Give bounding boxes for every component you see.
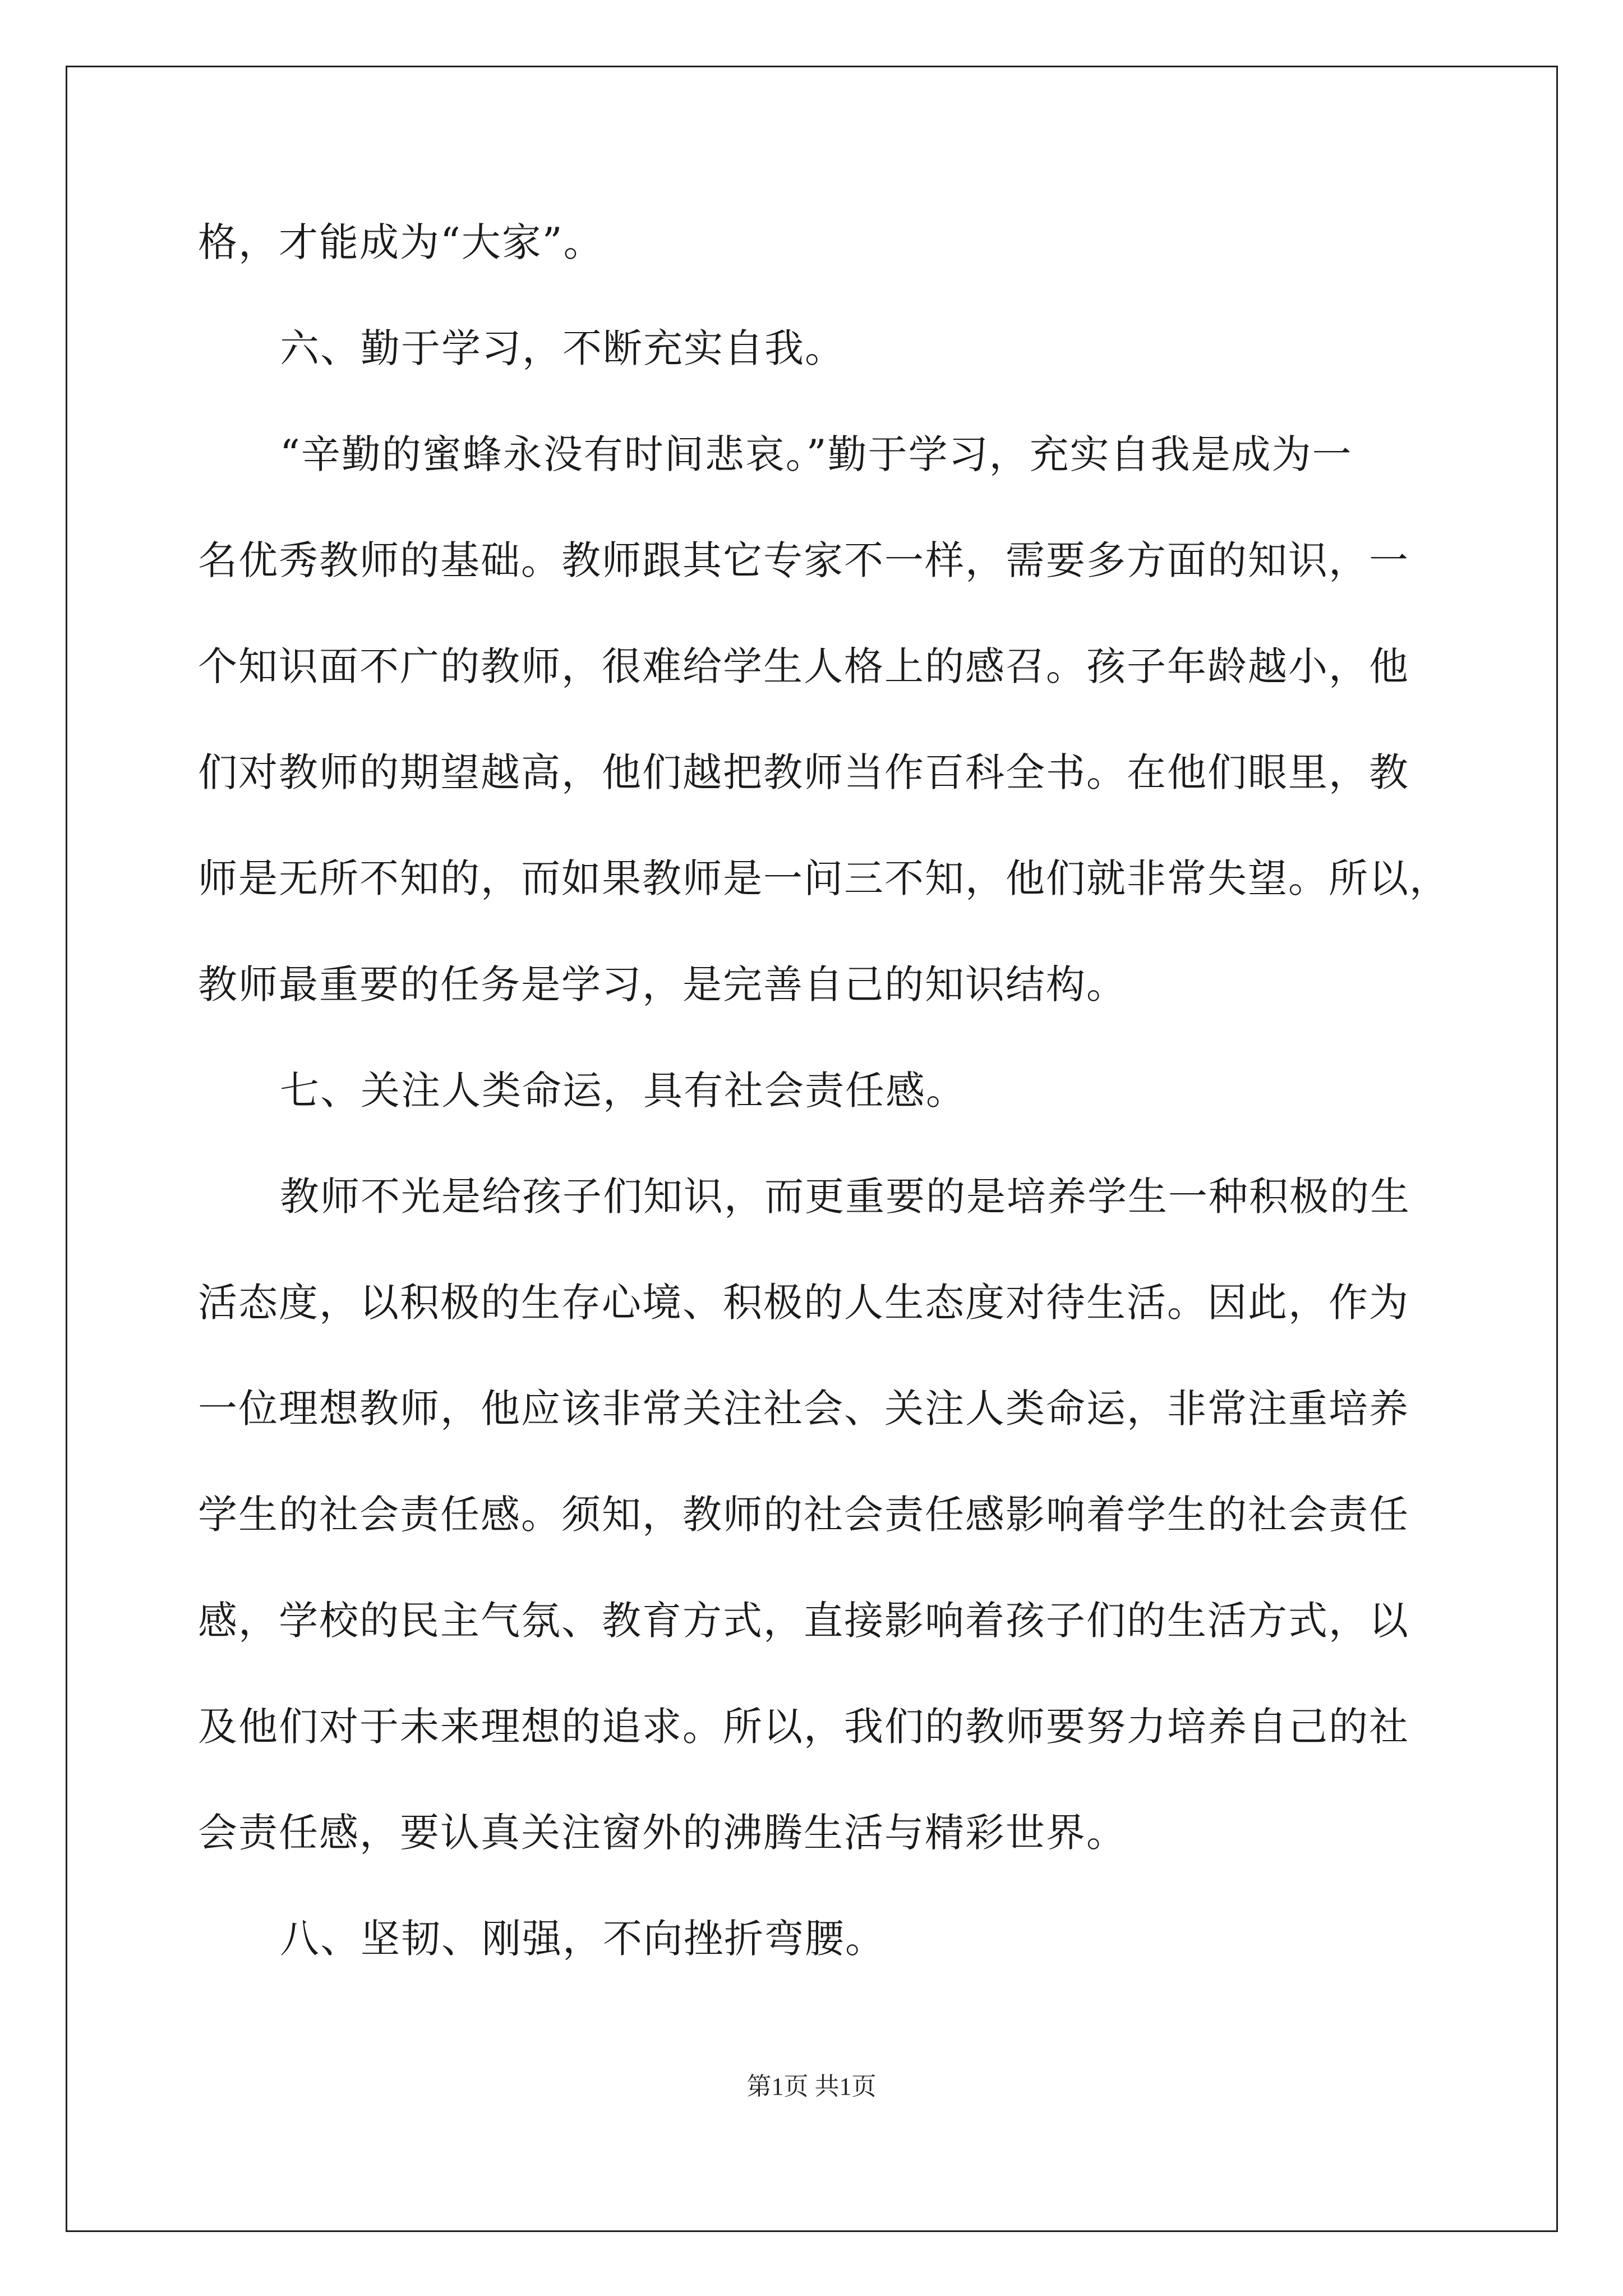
page-number-footer: 第1页 共1页 — [746, 2073, 877, 2100]
text-line: 个知识面不广的教师，很难给学生人格上的感召。孩子年龄越小，他 — [198, 643, 1409, 689]
text-line: 格，才能成为“大家”。 — [198, 219, 604, 265]
text-line: “辛勤的蜜蜂永没有时间悲哀。”勤于学习，充实自我是成为一 — [280, 431, 1353, 477]
text-line: 感，学校的民主气氛、教育方式，直接影响着孩子们的生活方式，以 — [198, 1598, 1409, 1644]
text-line: 学生的社会责任感。须知，教师的社会责任感影响着学生的社会责任 — [198, 1492, 1409, 1538]
text-line: 师是无所不知的，而如果教师是一问三不知，他们就非常失望。所以， — [198, 855, 1450, 901]
text-line: 教师最重要的任务是学习，是完善自己的知识结构。 — [198, 961, 1127, 1007]
text-line: 及他们对于未来理想的追求。所以，我们的教师要努力培养自己的社 — [198, 1704, 1409, 1750]
text-line: 一位理想教师，他应该非常关注社会、关注人类命运，非常注重培养 — [198, 1386, 1409, 1432]
section-heading-8: 八、坚韧、刚强，不向挫折弯腰。 — [280, 1916, 886, 1962]
text-line: 们对教师的期望越高，他们越把教师当作百科全书。在他们眼里，教 — [198, 749, 1409, 795]
text-line: 活态度，以积极的生存心境、积极的人生态度对待生活。因此，作为 — [198, 1280, 1409, 1326]
section-heading-6: 六、勤于学习，不断充实自我。 — [280, 325, 845, 371]
text-line: 会责任感，要认真关注窗外的沸腾生活与精彩世界。 — [198, 1810, 1127, 1856]
text-line: 教师不光是给孩子们知识，而更重要的是培养学生一种积极的生 — [280, 1174, 1410, 1220]
text-line: 名优秀教师的基础。教师跟其它专家不一样，需要多方面的知识，一 — [198, 537, 1409, 583]
section-heading-7: 七、关注人类命运，具有社会责任感。 — [280, 1068, 966, 1114]
